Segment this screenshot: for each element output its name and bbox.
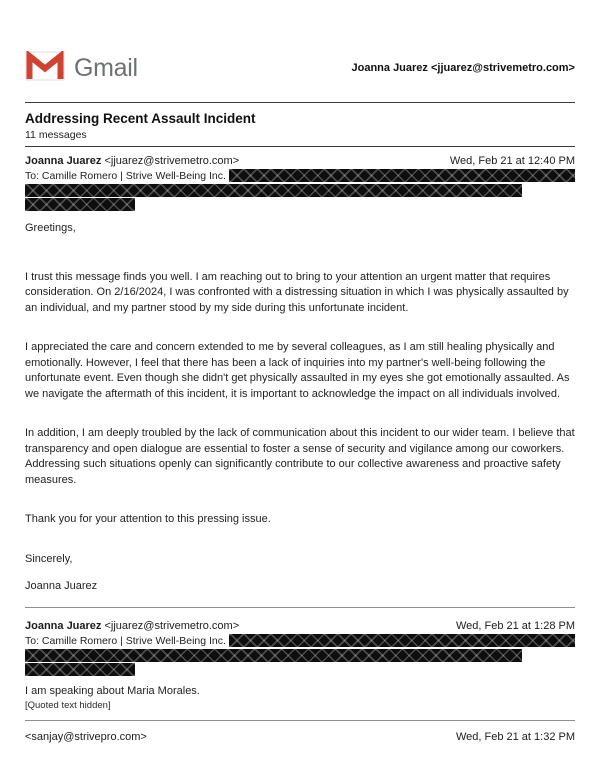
gmail-logo bbox=[25, 51, 138, 86]
message-date: Wed, Feb 21 at 1:28 PM bbox=[455, 619, 575, 632]
recipient-line bbox=[25, 634, 575, 648]
redacted-block bbox=[229, 634, 575, 647]
body-paragraph: Thank you for your attention to this pressing issue. bbox=[25, 513, 271, 525]
message-divider bbox=[25, 607, 575, 608]
thread-subject: Addressing Recent Assault Incident bbox=[25, 111, 256, 126]
body-paragraph: Greetings, bbox=[25, 222, 76, 234]
message-3-header bbox=[25, 731, 575, 743]
redacted-block bbox=[25, 649, 522, 662]
message-divider bbox=[25, 720, 575, 721]
message-2-body: I am speaking about Maria Morales. bbox=[25, 684, 200, 697]
message-1-header bbox=[25, 155, 575, 167]
body-paragraph: I trust this message finds you well. I am reaching out to bring to your attention an urgent matter that requires consideration. On 2/16/2024, I was confronted with a distressing situation in which I was physically assaulted by an individual, and my partner stood by my side during this unfortunate incident. bbox=[25, 270, 569, 314]
redacted-block bbox=[25, 184, 522, 197]
recipient-line bbox=[25, 169, 575, 183]
quoted-text-hidden: [Quoted text hidden] bbox=[25, 699, 111, 711]
message-2-header bbox=[25, 620, 575, 632]
body-paragraph: I appreciated the care and concern extended to me by several colleagues, as I am still healing physically and emotionally. However, I feel that there has been a lack of inquiries into my partner's well-being following the unfortunate event. Even though she didn't get physically assaulted in my eyes she got emotionally assaulted. As we navigate the aftermath of this incident, it is important to acknowledge the impact on all individuals involved. bbox=[25, 341, 570, 400]
divider bbox=[25, 146, 575, 147]
redacted-block bbox=[25, 663, 135, 676]
thread-message-count: 11 messages bbox=[25, 129, 87, 141]
account-owner: Joanna Juarez <jjuarez@strivemetro.com> bbox=[351, 62, 575, 74]
sender-email: <sanjay@strivepro.com> bbox=[25, 730, 147, 743]
brand-row bbox=[25, 50, 575, 86]
signature: Joanna Juarez bbox=[25, 580, 98, 592]
recipient: To: Camille Romero | Strive Well-Being Inc. bbox=[25, 170, 226, 182]
message-1 bbox=[25, 155, 575, 595]
sender-email: <jjuarez@strivemetro.com> bbox=[104, 155, 240, 167]
sender-name: Joanna Juarez bbox=[25, 619, 102, 632]
sender bbox=[25, 620, 239, 632]
divider bbox=[25, 102, 575, 103]
sender-email: <jjuarez@strivemetro.com> bbox=[104, 619, 240, 632]
redacted-block bbox=[229, 169, 575, 182]
sender bbox=[25, 155, 239, 167]
recipient: To: Camille Romero | Strive Well-Being Inc. bbox=[25, 634, 226, 647]
message-date: Wed, Feb 21 at 1:32 PM bbox=[455, 730, 575, 743]
redacted-block bbox=[25, 198, 135, 211]
body-paragraph: In addition, I am deeply troubled by the lack of communication about this incident to our wider team. I believe that transparency and open dialogue are essential to foster a sense of security and vigilance among our coworkers. Addressing such situations openly can significantly contribute to our collective awareness and proactive safety measures. bbox=[25, 427, 575, 486]
sender-name: Joanna Juarez bbox=[25, 155, 102, 167]
gmail-wordmark: Gmail bbox=[74, 53, 138, 82]
message-1-body bbox=[25, 221, 575, 595]
gmail-envelope-icon bbox=[25, 51, 65, 86]
closing: Sincerely, bbox=[25, 552, 73, 565]
message-2 bbox=[25, 620, 575, 711]
message-date: Wed, Feb 21 at 12:40 PM bbox=[449, 155, 575, 167]
